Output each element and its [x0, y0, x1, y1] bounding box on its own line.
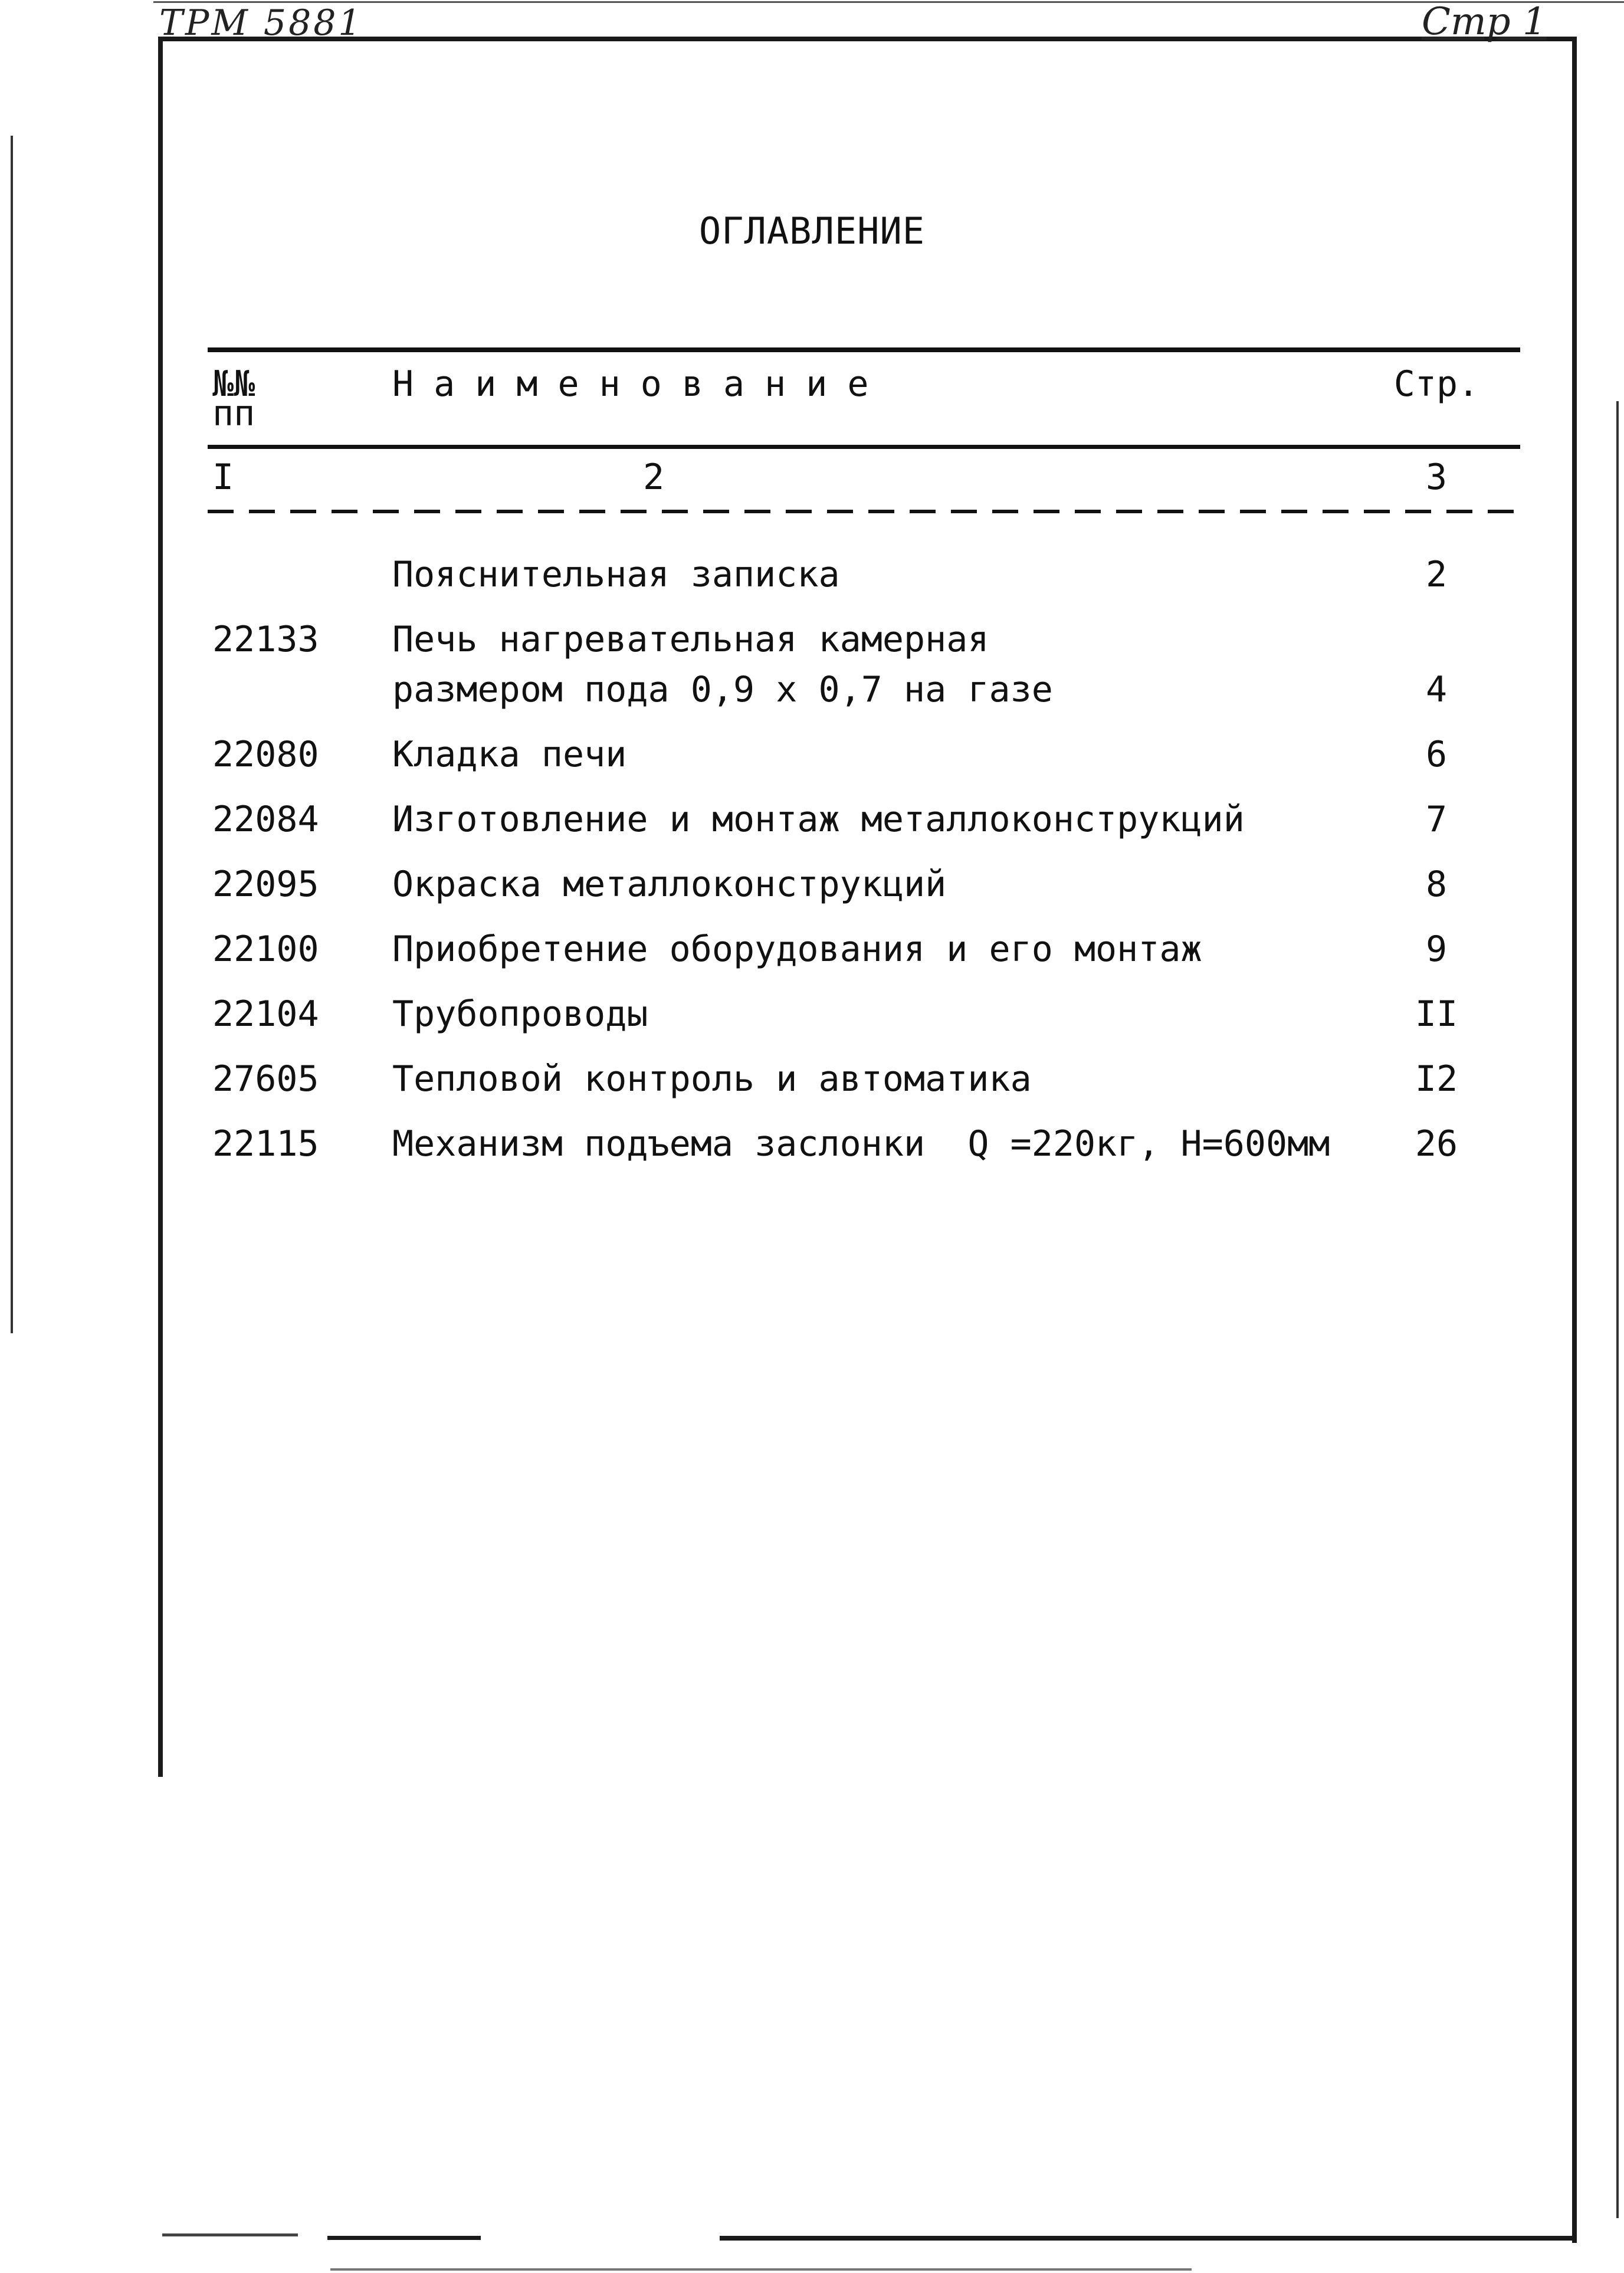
row-code: 27605 [212, 1058, 319, 1100]
row-code: 22104 [212, 993, 319, 1035]
row-name: Кладка печи [392, 734, 627, 775]
frame-top-border [158, 37, 1577, 41]
frame-left-border [158, 37, 163, 1777]
row-page: 26 [1415, 1123, 1458, 1165]
scan-top-line [153, 1, 1624, 3]
header-page-label: Стр. [1393, 363, 1479, 405]
row-code: 22084 [212, 799, 319, 840]
row-name: Окраска металлоконструкций [392, 864, 947, 905]
table-dashed-rule [208, 510, 1520, 513]
handwritten-note-top-left: ТРМ 5881 [159, 2, 363, 44]
column-number-2: 2 [643, 457, 665, 498]
header-number-label-sub: пп [212, 393, 255, 434]
row-name: Печь нагревательная камерная [392, 619, 989, 660]
scan-bottom-line [330, 2268, 1192, 2271]
row-page: II [1415, 993, 1458, 1035]
frame-bottom-border [720, 2236, 1577, 2241]
row-code: 22095 [212, 864, 319, 905]
frame-right-border [1572, 37, 1577, 2243]
row-code: 22115 [212, 1123, 319, 1165]
frame-bottom-border-segment [327, 2236, 481, 2240]
header-name-label: Наименование [392, 363, 889, 405]
row-page: 4 [1425, 669, 1448, 710]
table-top-rule [208, 347, 1520, 352]
row-name-continued: размером пода 0,9 х 0,7 на газе [392, 669, 1053, 710]
row-page: 2 [1425, 554, 1448, 595]
scan-edge-left [11, 136, 13, 1333]
frame-bottom-border-faint [162, 2233, 298, 2236]
column-number-1: I [212, 457, 234, 498]
scan-edge-right [1616, 401, 1619, 2218]
column-number-3: 3 [1425, 457, 1448, 498]
row-name: Изготовление и монтаж металлоконструкций [392, 799, 1245, 840]
row-code: 22080 [212, 734, 319, 775]
header-number-label: №№ [212, 363, 255, 405]
row-page: 9 [1425, 929, 1448, 970]
row-name: Трубопроводы [392, 993, 648, 1035]
row-name: Приобретение оборудования и его монтаж [392, 929, 1202, 970]
row-name: Механизм подъема заслонки Q =220кг, H=600мм [392, 1123, 1330, 1165]
row-page: 8 [1425, 864, 1448, 905]
row-page: I2 [1415, 1058, 1458, 1100]
page-title: ОГЛАВЛЕНИЕ [698, 209, 926, 252]
row-page: 6 [1425, 734, 1448, 775]
row-name: Тепловой контроль и автоматика [392, 1058, 1032, 1100]
handwritten-note-top-right: Стр 1 [1422, 0, 1547, 44]
row-name: Пояснительная записка [392, 554, 840, 595]
row-page: 7 [1425, 799, 1448, 840]
table-header-rule [208, 445, 1520, 449]
row-code: 22133 [212, 619, 319, 660]
row-code: 22100 [212, 929, 319, 970]
